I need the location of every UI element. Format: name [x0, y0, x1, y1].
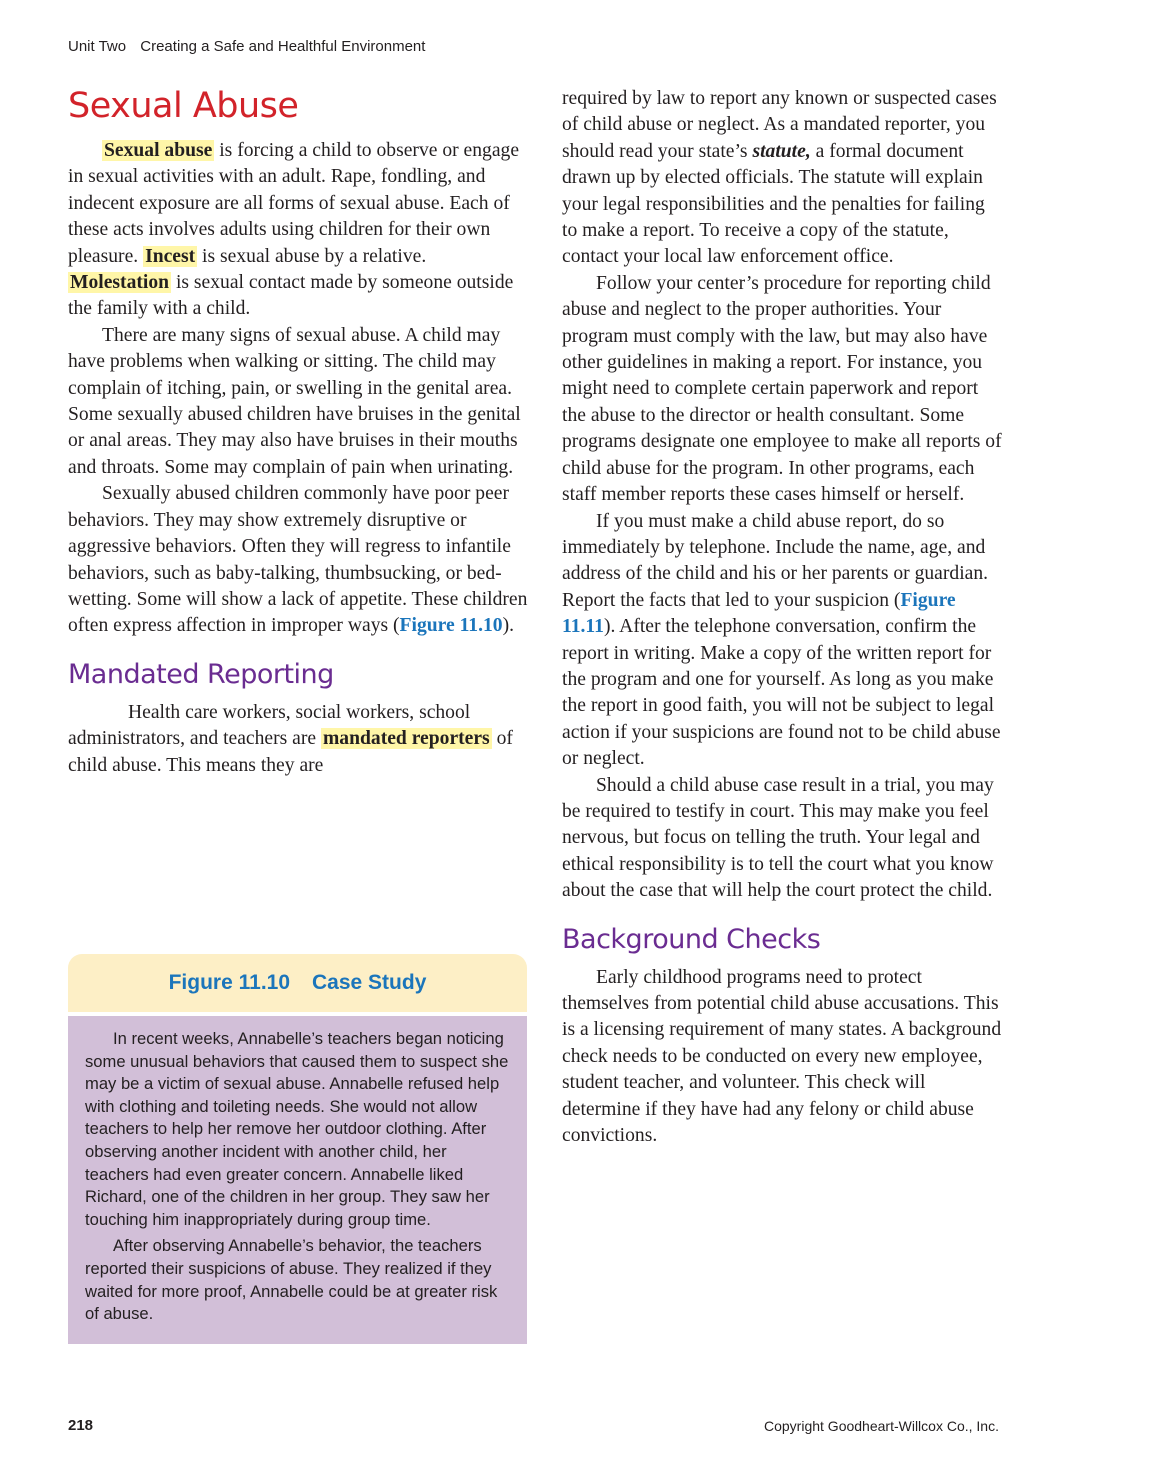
paragraph-making-report	[562, 509, 1002, 773]
paragraph-text: ).	[502, 615, 515, 637]
paragraph-text: is forcing a child to observe or engage in sexual activities with an adult. Rape, fondling, and indecent exposure are all forms of sexual abuse. Each of these acts involves adults using children for their own pleasure.	[68, 140, 520, 267]
paragraph-text: If you must make a child abuse report, do so immediately by telephone. Include the name, age, and address of the child and his or her parents or guardian. Report the facts that led to your suspicion (	[562, 510, 989, 611]
paragraph-text: of child abuse. This means they are	[68, 728, 513, 776]
case-study-paragraph-1: In recent weeks, Annabelle’s teachers began noticing some unusual behaviors that caused them to suspect she may be a victim of sexual abuse. Annabelle refused help with clothing and toileting needs. She would not allow teachers to help her remove her outdoor clothing. After observing another incident with another child, her teachers had even greater concern. Annabelle liked Richard, one of the children in her group. They saw her touching him inappropriately during group time.	[85, 1029, 509, 1229]
figure-header	[68, 954, 527, 1016]
paragraph-text: is sexual abuse by a relative.	[197, 245, 427, 267]
figure-11-10-case-study	[68, 954, 527, 1344]
subsection-title-background-checks: Background Checks	[562, 923, 821, 955]
paragraph-testify: Should a child abuse case result in a trial, you may be required to testify in court. This may make you feel nervous, but focus on telling the truth. Your legal and ethical responsibility is to tell the court what you know about the case that will help the court protect the child.	[562, 774, 994, 902]
paragraph-sexual-abuse-definition	[68, 138, 528, 323]
right-column	[562, 86, 1002, 1149]
paragraph-mandated-reporters	[68, 700, 528, 779]
running-head-unit: Unit Two	[68, 38, 127, 55]
paragraph-text: ). After the telephone conversation, confirm the report in writing. Make a copy of the written report for the program and one for yourself. As long as you make the report in good faith, you will not be subject to legal action if your suspicions are found not to be child abuse or neglect.	[562, 616, 1001, 770]
figure-reference-11-10[interactable]: Figure 11.10	[399, 615, 503, 637]
left-column	[68, 84, 528, 779]
key-term-statute: statute,	[752, 140, 811, 162]
paragraph-center-procedure: Follow your center’s procedure for reporting child abuse and neglect to the proper authorities. Your program must comply with the law, but may also have other guidelines in making a report. For instance, you might need to complete certain paperwork and report the abuse to the director or health consultant. Some programs designate one employee to make all reports of child abuse for the program. In other programs, each staff member reports these cases himself or herself.	[562, 272, 1002, 506]
key-term-mandated-reporters: mandated reporters	[322, 728, 490, 750]
subsection-title-mandated-reporting: Mandated Reporting	[68, 658, 334, 690]
paragraph-background-checks: Early childhood programs need to protect themselves from potential child abuse accusations. This is a licensing requirement of many states. A background check needs to be conducted on every new employee, student teacher, and volunteer. This check will determine if they have had any felony or child abuse convictions.	[562, 966, 1002, 1147]
running-head	[68, 38, 425, 55]
copyright-notice: Copyright Goodheart-Willcox Co., Inc.	[764, 1418, 999, 1434]
figure-body	[68, 1016, 527, 1344]
paragraph-mandated-reporters-continued	[562, 86, 1002, 271]
key-term-incest: Incest	[145, 245, 196, 267]
figure-caption: Case Study	[312, 971, 427, 994]
paragraph-text: Sexually abused children commonly have poor peer behaviors. They may show extremely disruptive or aggressive behaviors. Often they will regress to infantile behaviors, such as baby-talking, thumbsucking, or bed-wetting. Some will show a lack of appetite. These children often express affection in improper ways (	[68, 483, 528, 637]
paragraph-text: Health care workers, social workers, school administrators, and teachers are	[68, 701, 471, 750]
paragraph-text: a formal document drawn up by elected officials. The statute will explain your legal responsibilities and the penalties for failing to make a report. To receive a copy of the statute, contact your local law enforcement office.	[562, 140, 985, 268]
paragraph-text: is sexual contact made by someone outside the family with a child.	[68, 272, 514, 320]
paragraph-text: required by law to report any known or suspected cases of child abuse or neglect. As a mandated reporter, you should read your state’s	[562, 88, 997, 162]
running-head-title: Creating a Safe and Healthful Environment	[140, 38, 426, 55]
figure-reference-11-11[interactable]: Figure 11.11	[562, 589, 956, 638]
section-title-sexual-abuse: Sexual Abuse	[68, 86, 299, 126]
paragraph-signs-of-abuse: There are many signs of sexual abuse. A child may have problems when walking or sitting. The child may complain of itching, pain, or swelling in the genital area. Some sexually abused children have bruises in the genital or anal areas. They may also have bruises in their mouths and throats. Some may complain of pain when urinating.	[68, 324, 521, 478]
paragraph-behaviors	[68, 481, 528, 639]
page-number: 218	[68, 1417, 94, 1434]
case-study-paragraph-2: After observing Annabelle’s behavior, the teachers reported their suspicions of abuse. They realized if they waited for more proof, Annabelle could be at greater risk of abuse.	[85, 1236, 498, 1324]
key-term-sexual-abuse: Sexual abuse	[104, 140, 213, 161]
figure-number: Figure 11.10	[168, 971, 291, 994]
key-term-molestation: Molestation	[70, 272, 170, 294]
